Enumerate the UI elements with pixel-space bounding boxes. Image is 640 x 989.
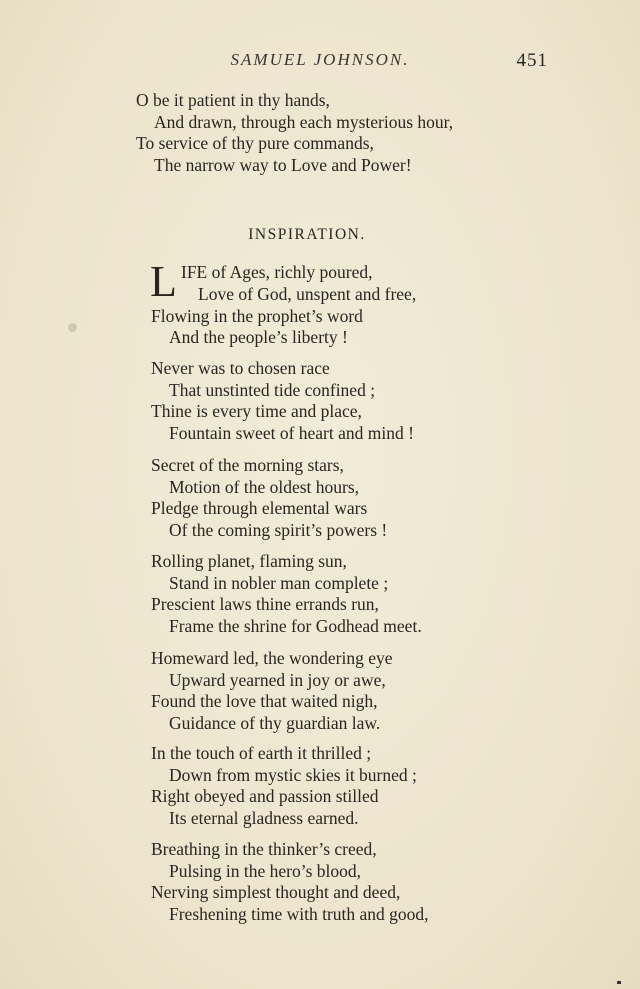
verse-line: Its eternal gladness earned. (169, 807, 359, 828)
poem-stanza (151, 839, 429, 925)
verse-line: And drawn, through each mysterious hour, (154, 111, 454, 132)
verse-line: Rolling planet, flaming sun, (151, 551, 347, 571)
verse-line: That unstinted tide confined ; (169, 379, 376, 400)
verse-line: Found the love that waited nigh, (151, 691, 378, 711)
verse-line: Love of God, unspent and free, (198, 284, 417, 304)
verse-line: Prescient laws thine errands run, (151, 594, 379, 614)
poem-stanza (151, 648, 393, 734)
verse-line: O be it patient in thy hands, (136, 90, 330, 110)
verse-line: Freshening time with truth and good, (169, 903, 429, 924)
verse-line: In the touch of earth it thrilled ; (151, 743, 372, 763)
drop-cap: L (150, 257, 177, 306)
verse-line: Pulsing in the hero’s blood, (169, 860, 362, 881)
poem-stanza (151, 743, 417, 829)
verse-line: Nerving simplest thought and deed, (151, 882, 401, 902)
verse-line: Flowing in the prophet’s word (151, 305, 363, 326)
verse-line: The narrow way to Love and Power! (154, 154, 412, 175)
printer-mark (617, 981, 621, 984)
verse-line: Secret of the morning stars, (151, 455, 344, 475)
verse-line: Breathing in the thinker’s creed, (151, 839, 377, 859)
poem-stanza (151, 455, 387, 541)
page-number: 451 (516, 50, 548, 71)
verse-line: Down from mystic skies it burned ; (169, 764, 417, 785)
poem-stanza (151, 358, 414, 444)
verse-line: Of the coming spirit’s powers ! (169, 519, 388, 540)
verse-line: Fountain sweet of heart and mind ! (169, 422, 414, 443)
verse-line: Stand in nobler man complete ; (169, 572, 389, 593)
verse-line: Pledge through elemental wars (151, 498, 368, 518)
previous-poem-stanza (136, 90, 453, 176)
verse-line: Frame the shrine for Godhead meet. (169, 615, 422, 636)
poem-stanza (151, 551, 422, 637)
verse-line: Guidance of thy guardian law. (169, 712, 381, 733)
verse-line: And the people’s liberty ! (169, 327, 348, 347)
verse-line: Homeward led, the wondering eye (151, 648, 393, 668)
verse-line: Motion of the oldest hours, (169, 476, 360, 497)
paper-smudge (68, 323, 77, 332)
verse-line: Upward yearned in joy or awe, (169, 669, 386, 690)
running-header-title: SAMUEL JOHNSON. (230, 50, 410, 69)
verse-line: IFE of Ages, richly poured, (181, 262, 373, 282)
verse-line: Right obeyed and passion stilled (151, 786, 379, 806)
verse-line: To service of thy pure commands, (136, 133, 374, 153)
verse-line: Thine is every time and place, (151, 401, 362, 421)
poem-stanza (151, 284, 416, 349)
poem-title: INSPIRATION. (248, 226, 366, 243)
verse-line: Never was to chosen race (151, 358, 330, 378)
